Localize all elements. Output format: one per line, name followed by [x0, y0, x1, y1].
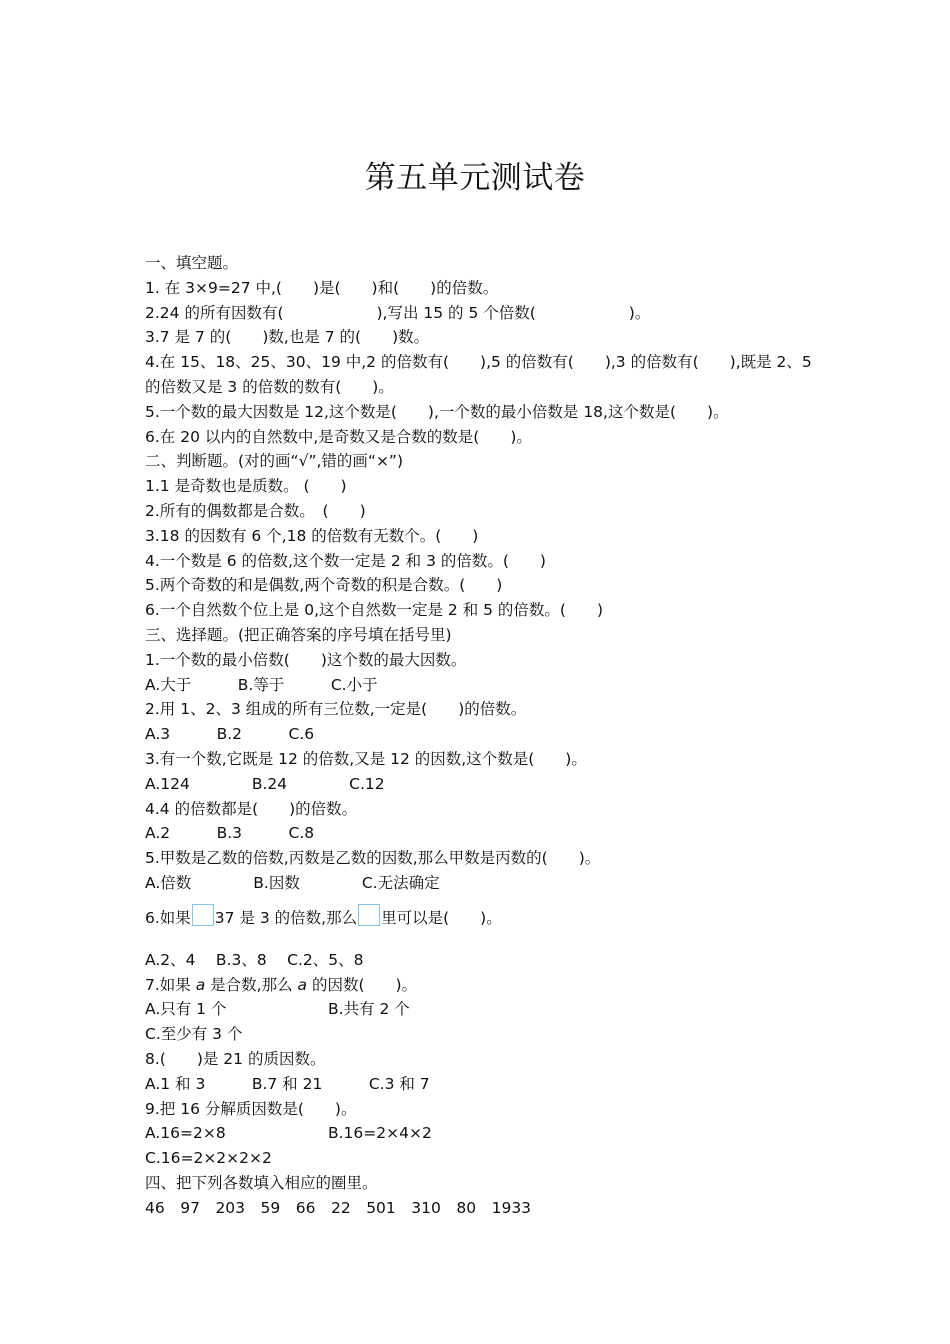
choice-question-9-options-row — [145, 1121, 825, 1146]
choice-question-2-options: A.3 B.2 C.6 — [145, 725, 315, 744]
choice-question-1: 1.一个数的最小倍数( )这个数的最大因数。 — [145, 650, 467, 669]
section-3-heading: 三、选择题。(把正确答案的序号填在括号里) — [145, 625, 452, 644]
judge-question-4: 4.一个数是 6 的倍数,这个数一定是 2 和 3 的倍数。( ) — [145, 551, 546, 570]
choice-question-7-option-b: B.共有 2 个 — [328, 1000, 410, 1019]
choice-question-7 — [145, 973, 825, 998]
choice-question-8: 8.( )是 21 的质因数。 — [145, 1049, 326, 1068]
judge-question-6: 6.一个自然数个位上是 0,这个自然数一定是 2 和 5 的倍数。( ) — [145, 601, 604, 620]
choice-question-6 — [145, 896, 825, 930]
choice-question-7-option-c: C.至少有 3 个 — [145, 1025, 243, 1044]
choice-question-1-options: A.大于 B.等于 C.小于 — [145, 675, 378, 694]
fill-question-5: 5.一个数的最大因数是 12,这个数是( ),一个数的最小倍数是 18,这个数是( )。 — [145, 402, 729, 421]
section-2-heading: 二、判断题。(对的画“√”,错的画“×”) — [145, 452, 404, 471]
page-title: 第五单元测试卷 — [364, 160, 586, 196]
choice-question-8-options: A.1 和 3 B.7 和 21 C.3 和 7 — [145, 1074, 430, 1093]
choice-question-7-text-2: 是合数,那么 — [205, 975, 298, 994]
choice-question-7-options-row — [145, 997, 825, 1022]
choice-question-9-option-b: B.16=2×4×2 — [328, 1124, 432, 1143]
choice-question-3: 3.有一个数,它既是 12 的倍数,又是 12 的因数,这个数是( )。 — [145, 749, 587, 768]
choice-question-6-options: A.2、4 B.3、8 C.2、5、8 — [145, 950, 364, 969]
variable-a: a — [195, 975, 206, 994]
choice-question-7-text-1: 7.如果 — [145, 975, 196, 994]
choice-question-5-options: A.倍数 B.因数 C.无法确定 — [145, 873, 440, 892]
judge-question-2: 2.所有的偶数都是合数。 ( ) — [145, 501, 366, 520]
fill-question-4-line-1: 4.在 15、18、25、30、19 中,2 的倍数有( ),5 的倍数有( ),3 的倍数有( ),既是 2、5 — [145, 353, 812, 372]
choice-question-9-option-c: C.16=2×2×2×2 — [145, 1149, 272, 1168]
section-4-heading: 四、把下列各数填入相应的圈里。 — [145, 1173, 378, 1192]
fill-question-3: 3.7 是 7 的( )数,也是 7 的( )数。 — [145, 328, 430, 347]
variable-a: a — [297, 975, 308, 994]
choice-question-7-text-3: 的因数( )。 — [307, 975, 418, 994]
choice-question-9: 9.把 16 分解质因数是( )。 — [145, 1099, 357, 1118]
exam-body — [145, 251, 825, 1220]
choice-question-4: 4.4 的倍数都是( )的倍数。 — [145, 799, 358, 818]
fill-question-1: 1. 在 3×9=27 中,( )是( )和( )的倍数。 — [145, 278, 499, 297]
choice-question-2: 2.用 1、2、3 组成的所有三位数,一定是( )的倍数。 — [145, 700, 527, 719]
number-list: 46 97 203 59 66 22 501 310 80 1933 — [145, 1198, 532, 1217]
choice-question-6-text-1: 6.如果 — [145, 908, 191, 927]
fill-question-4-line-2: 的倍数又是 3 的倍数的数有( )。 — [145, 377, 394, 396]
fill-question-6: 6.在 20 以内的自然数中,是奇数又是合数的数是( )。 — [145, 427, 532, 446]
choice-question-3-options: A.124 B.24 C.12 — [145, 774, 385, 793]
choice-question-6-text-2: 37 是 3 的倍数,那么 — [214, 908, 358, 927]
section-1-heading: 一、填空题。 — [145, 254, 239, 272]
choice-question-5: 5.甲数是乙数的倍数,丙数是乙数的因数,那么甲数是丙数的( )。 — [145, 849, 601, 868]
judge-question-1: 1.1 是奇数也是质数。 ( ) — [145, 477, 347, 496]
choice-question-4-options: A.2 B.3 C.8 — [145, 824, 315, 843]
choice-question-6-text-3: 里可以是( )。 — [381, 908, 502, 927]
blank-box — [358, 904, 380, 926]
fill-question-2: 2.24 的所有因数有( ),写出 15 的 5 个倍数( )。 — [145, 303, 651, 322]
choice-question-7-option-a: A.只有 1 个 — [145, 1000, 227, 1019]
choice-question-9-option-a: A.16=2×8 — [145, 1124, 226, 1143]
blank-box — [192, 904, 214, 926]
judge-question-5: 5.两个奇数的和是偶数,两个奇数的积是合数。( ) — [145, 576, 503, 595]
judge-question-3: 3.18 的因数有 6 个,18 的倍数有无数个。( ) — [145, 526, 479, 545]
